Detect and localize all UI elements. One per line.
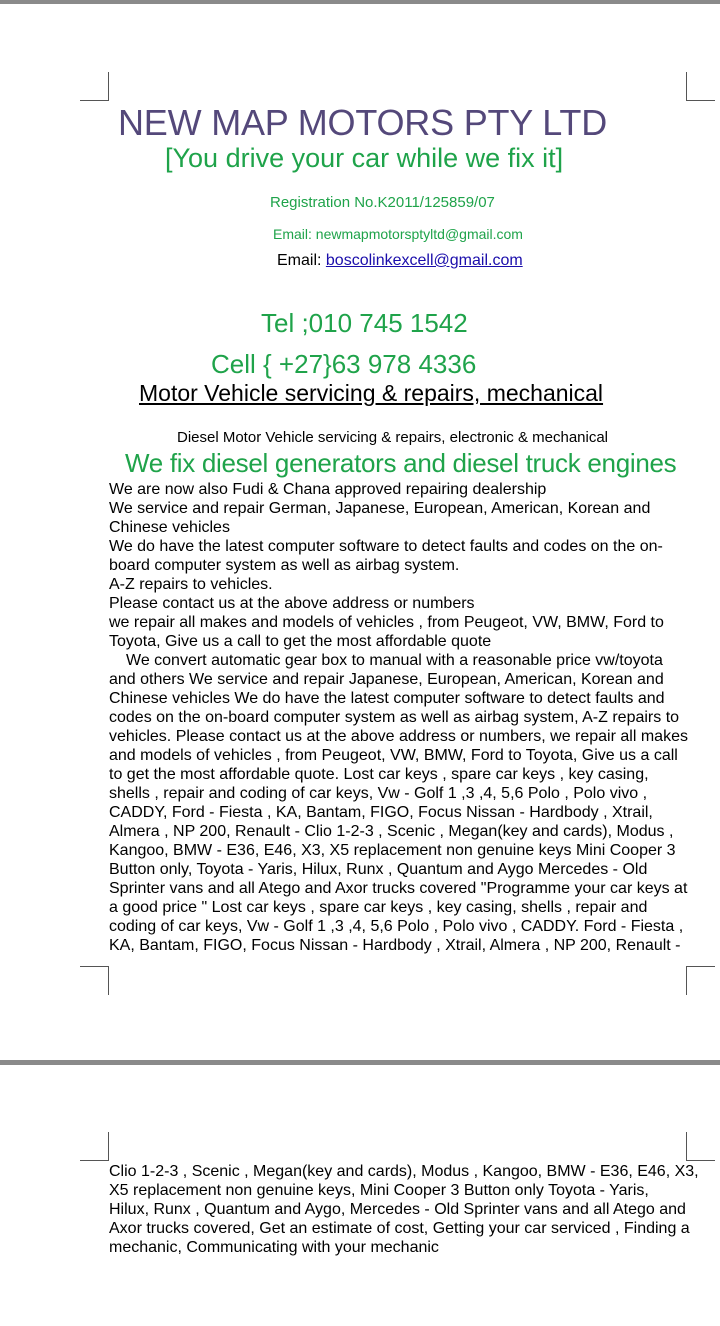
body-line: a good price " Lost car keys , spare car keys , key casing, shells , repair and [109,899,648,916]
body-line: vehicles. Please contact us at the above address or numbers, we repair all makes [109,728,688,745]
body-line: Almera , NP 200, Renault - Clio 1-2-3 , Scenic , Megan(key and cards), Modus , [109,823,674,840]
body-line: Sprinter vans and all Atego and Axor trucks covered "Programme your car keys at [109,880,688,897]
page-break-divider [0,1060,720,1065]
crop-mark-top-right [686,72,715,101]
body-line: We are now also Fudi & Chana approved repairing dealership [109,481,547,498]
services-heading: Motor Vehicle servicing & repairs, mechanical [139,380,604,406]
body-line: Chinese vehicles [109,519,230,536]
crop-mark-bottom-left [80,966,109,995]
body-line: KA, Bantam, FIGO, Focus Nissan - Hardbody , Xtrail, Almera , NP 200, Renault - [109,937,681,954]
body-line: Toyota, Give us a call to get the most affordable quote [109,633,492,650]
crop-mark-bottom-right [686,966,715,995]
body-line: coding of car keys, Vw - Golf 1 ,3 ,4, 5,6 Polo , Polo vivo , CADDY. Ford - Fiesta , [109,918,684,935]
body-line: CADDY, Ford - Fiesta , KA, Bantam, FIGO, Focus Nissan - Hardbody , Xtrail, [109,804,653,821]
body-line: and models of vehicles , from Peugeot, VW, BMW, Ford to Toyota, Give us a call [109,747,678,764]
generators-heading: We fix diesel generators and diesel truck engines [125,448,677,478]
body-line: mechanic, Communicating with your mechanic [109,1239,439,1256]
company-name: NEW MAP MOTORS PTY LTD [118,102,608,143]
crop-mark-top-right-page2 [686,1132,715,1161]
body-line: codes on the on-board computer system as well as airbag system, A-Z repairs to [109,709,680,726]
crop-mark-top-left [80,72,109,101]
registration-number: Registration No.K2011/125859/07 [270,194,495,211]
body-line: X5 replacement non genuine keys, Mini Cooper 3 Button only Toyota - Yaris, [109,1182,649,1199]
body-line: shells , repair and coding of car keys, Vw - Golf 1 ,3 ,4, 5,6 Polo , Polo vivo , [109,785,648,802]
body-line: Button only, Toyota - Yaris, Hilux, Runx , Quantum and Aygo Mercedes - Old [109,861,648,878]
body-line: Clio 1-2-3 , Scenic , Megan(key and cards), Modus , Kangoo, BMW - E36, E46, X3, [109,1163,699,1180]
cellphone: Cell { +27}63 978 4336 [211,349,477,379]
page2-body [109,1162,699,1257]
body-line: Please contact us at the above address or numbers [109,595,475,612]
crop-mark-top-left-page2 [80,1132,109,1161]
body-line: Hilux, Runx , Quantum and Aygo, Mercedes - Old Sprinter vans and all Atego and [109,1201,686,1218]
body-line: to get the most affordable quote. Lost car keys , spare car keys , key casing, [109,766,649,783]
email-label: Email: [277,252,326,269]
body-line: and others We service and repair Japanese, European, American, Korean and [109,671,664,688]
email-link[interactable]: boscolinkexcell@gmail.com [325,252,523,269]
body-line: we repair all makes and models of vehicles , from Peugeot, VW, BMW, Ford to [109,614,664,631]
body-line: A-Z repairs to vehicles. [109,576,273,593]
company-email: Email: newmapmotorsptyltd@gmail.com [273,226,523,242]
body-line: We do have the latest computer software to detect faults and codes on the on- [109,538,663,555]
telephone: Tel ;010 745 1542 [261,308,468,338]
diesel-services-subheading: Diesel Motor Vehicle servicing & repairs, electronic & mechanical [177,429,609,446]
contact-email [277,252,523,270]
body-line: We convert automatic gear box to manual with a reasonable price vw/toyota [126,652,663,669]
page1-body [109,480,689,955]
tagline: [You drive your car while we fix it] [165,143,564,173]
body-line: Axor trucks covered, Get an estimate of cost, Getting your car serviced , Finding a [109,1220,690,1237]
body-line: Kangoo, BMW - E36, E46, X3, X5 replacement non genuine keys Mini Cooper 3 [109,842,676,859]
body-line: We service and repair German, Japanese, European, American, Korean and [109,500,651,517]
body-line: board computer system as well as airbag system. [109,557,460,574]
body-line: Chinese vehicles We do have the latest computer software to detect faults and [109,690,665,707]
top-page-edge [0,0,720,4]
